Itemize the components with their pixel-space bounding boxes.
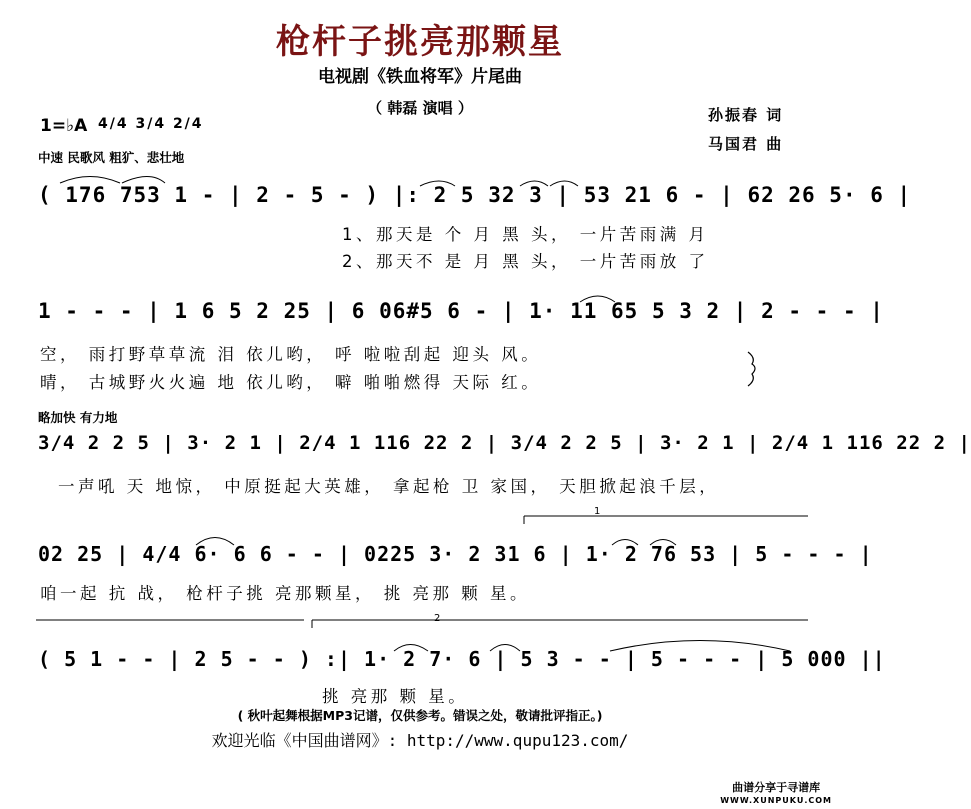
volta-1-label: 1	[594, 506, 601, 517]
slur-s5-b	[490, 645, 520, 652]
slur-s1-b	[520, 181, 548, 186]
song-title: 枪杆子挑亮那颗星	[276, 22, 564, 62]
slur-intro-2	[122, 177, 165, 184]
system2-notes: 1 - - - | 1 6 5 2 25 | 6 06#5 6 - | 1· 11 65 5 3 2 | 2 - - - |	[38, 299, 884, 323]
system2-lyric-verse2: 晴， 古城野火火遍 地 依儿哟， 噼 啪啪燃得 天际 红。	[40, 373, 542, 392]
performer-credit: （ 韩磊 演唱 ）	[367, 99, 473, 117]
tempo-change-marking: 略加快 有力地	[38, 410, 118, 425]
system4-lyric: 咱一起 抗 战， 枪杆子挑 亮那颗星， 挑 亮那 颗 星。	[40, 584, 530, 603]
transcription-note: ( 秋叶起舞根据MP3记谱，仅供参考。错误之处，敬请批评指正。)	[237, 708, 603, 723]
system1-lyric-verse1: 1、那天是 个 月 黑 头， 一片苦雨满 月	[342, 225, 709, 244]
system1-lyric-verse2: 2、那天不 是 月 黑 头， 一片苦雨放 了	[342, 252, 709, 271]
slur-s4-a	[196, 538, 234, 546]
system3-notes: 3/4 2 2 5 | 3· 2 1 | 2/4 1 116 22 2 | 3/4 2 2 5 | 3· 2 1 | 2/4 1 116 22 2 |	[38, 432, 971, 454]
volta-2-label: 2	[434, 613, 441, 624]
slur-intro-1	[60, 177, 120, 184]
tempo-marking: 中速 民歌风 粗犷、悲壮地	[38, 150, 185, 165]
slur-s5-a	[394, 645, 428, 652]
watermark-line1: 曲谱分享于寻谱库	[732, 781, 821, 794]
time-signatures: 4/4 3/4 2/4	[98, 116, 204, 132]
lyricist-credit: 孙振春 词	[708, 106, 784, 124]
watermark-line2: WWW.XUNPUKU.COM	[720, 796, 832, 805]
key-signature: 1=♭A	[40, 116, 88, 136]
system1-notes: ( 176 753 1 - | 2 - 5 - ) |: 2 5 32 3 | 53 21 6 - | 62 26 5· 6 |	[38, 183, 912, 207]
site-url: 欢迎光临《中国曲谱网》: http://www.qupu123.com/	[211, 731, 629, 750]
system5-notes: ( 5 1 - - | 2 5 - - ) :| 1· 2 7· 6 | 5 3 - - | 5 - - - | 5 000 ||	[38, 647, 886, 671]
system2-lyric-verse1: 空， 雨打野草草流 泪 依儿哟， 呼 啦啦刮起 迎头 风。	[40, 345, 542, 364]
slur-s1-c	[550, 181, 578, 186]
song-subtitle: 电视剧《铁血将军》片尾曲	[318, 67, 522, 87]
slur-s4-c	[650, 540, 676, 546]
system5-lyric: 挑 亮那 颗 星。	[322, 687, 469, 706]
slur-s4-b	[612, 540, 638, 546]
slur-s5-c	[610, 641, 790, 652]
composer-credit: 马国君 曲	[708, 135, 784, 153]
slur-s1-a	[420, 181, 455, 186]
system4-notes: 02 25 | 4/4 6· 6 6 - - | 0225 3· 2 31 6 | 1· 2 76 53 | 5 - - - |	[38, 542, 873, 566]
lyric-brace	[748, 352, 755, 386]
slur-s2	[580, 296, 615, 302]
system3-lyric: 一声吼 天 地惊， 中原挺起大英雄， 拿起枪 卫 家国， 天胆掀起浪千层，	[58, 477, 720, 496]
